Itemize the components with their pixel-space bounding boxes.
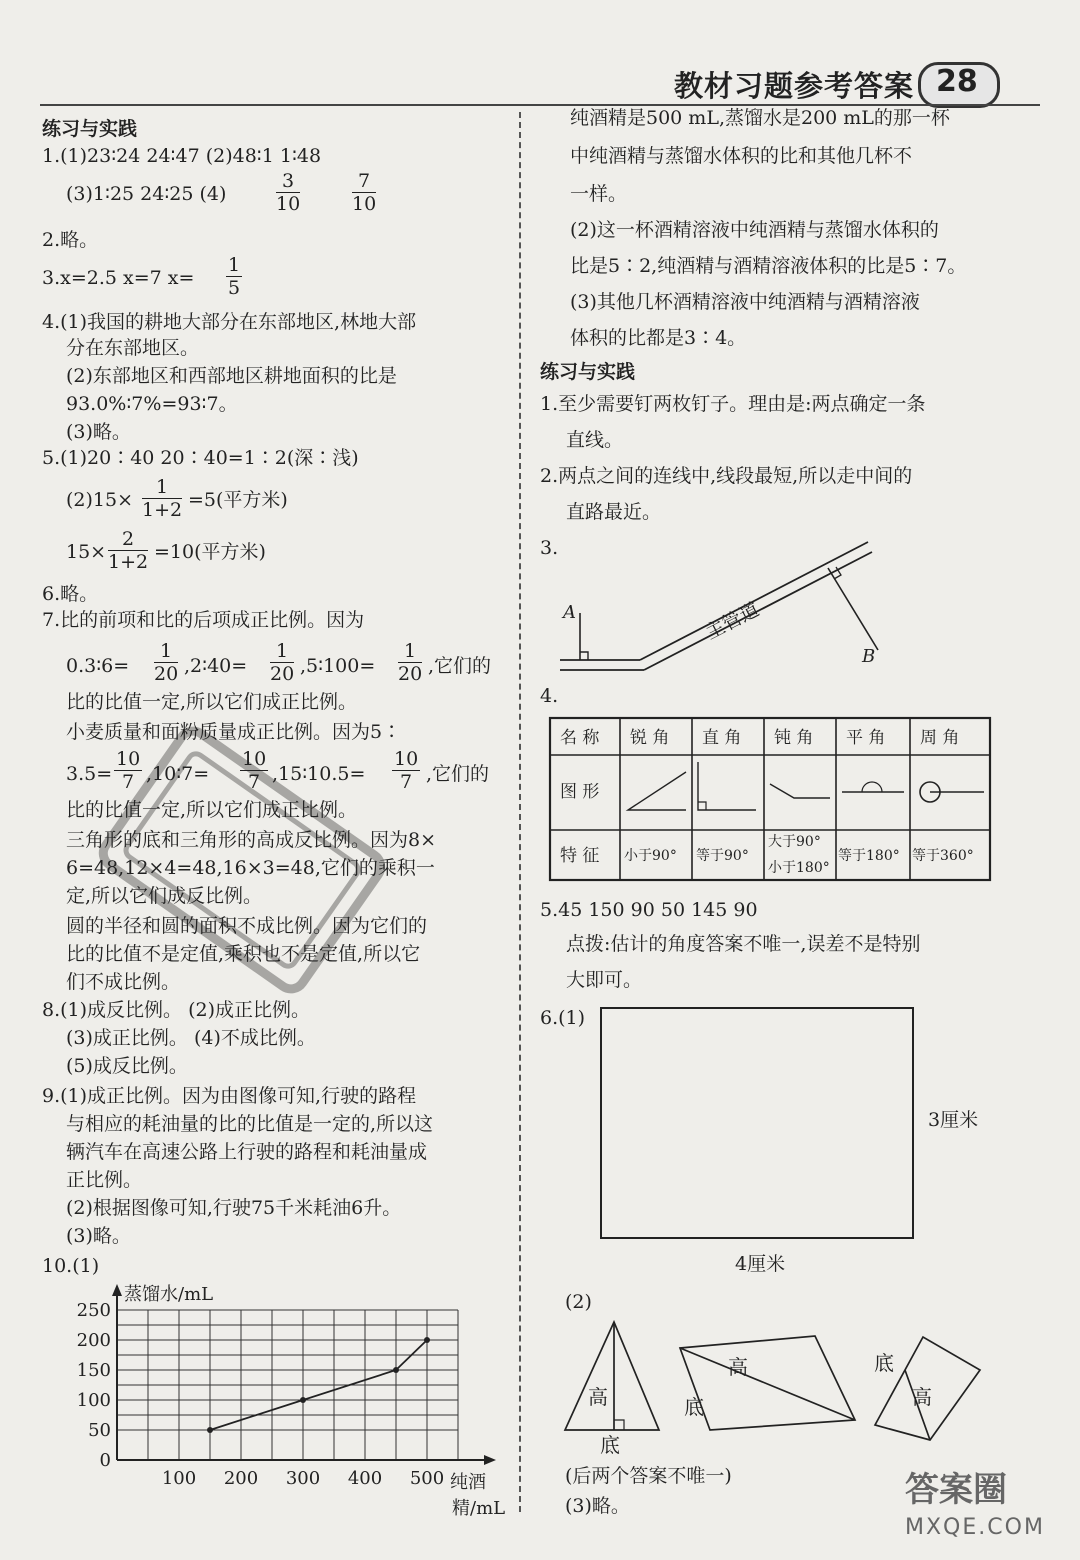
chart-data-point <box>300 1397 306 1403</box>
answer-r7: 体积的比都是3∶4。 <box>570 327 747 349</box>
fraction-1-20-b: $\frac{1}{20}$ <box>270 640 295 685</box>
tip-line1: 点拨:估计的角度答案不唯一,误差不是特别 <box>566 933 921 955</box>
column-divider <box>519 112 521 1512</box>
answer-q7-line2c: ,5∶100= <box>300 655 376 677</box>
feature-acute: 小于90° <box>624 848 677 864</box>
parallelogram-with-height <box>680 1336 855 1430</box>
rectangle-width-label: 4厘米 <box>735 1253 786 1275</box>
answer-q7-line3: 比的比值一定,所以它们成正比例。 <box>66 691 358 713</box>
feature-obtuse-1: 大于90° <box>768 834 821 850</box>
answer-q4-line1: 4.(1)我国的耕地大部分在东部地区,林地大部 <box>42 311 417 333</box>
table-header-obtuse: 钝 角 <box>774 728 814 748</box>
answer-r2: 中纯酒精与蒸馏水体积的比和其他几杯不 <box>570 145 913 167</box>
answer-q9-line4: 正比例。 <box>66 1169 143 1191</box>
fraction-10-7-a: $\frac{10}{7}$ <box>116 748 141 793</box>
answer-q8-line1: 8.(1)成反比例。 (2)成正比例。 <box>42 999 310 1021</box>
answer-q5-line3b: =10(平方米) <box>154 541 266 563</box>
answer-q1-line1: 1.(1)23∶24 24∶47 (2)48∶1 1∶48 <box>42 145 322 167</box>
table-row-feature-label: 特 征 <box>560 846 600 866</box>
quad-height-label: 高 <box>912 1385 932 1409</box>
chart-y-axis-arrow <box>112 1284 122 1296</box>
answer-q2: 2.略。 <box>42 229 99 251</box>
answer-q8-line2: (3)成正比例。 (4)不成比例。 <box>66 1027 316 1049</box>
chart-y-tick-label: 150 <box>76 1360 111 1381</box>
right-angle-drawing <box>698 762 756 810</box>
answer-p1-line1: 1.至少需要钉两枚钉子。理由是:两点确定一条 <box>540 393 926 415</box>
answer-q7-line8: 6=48,12×4=48,16×3=48,它们的乘积一 <box>66 857 435 879</box>
fraction-10-7-b: $\frac{10}{7}$ <box>242 748 267 793</box>
feature-obtuse-2: 小于180° <box>768 860 830 876</box>
chart-x-label-2: 精/mL <box>452 1498 506 1519</box>
chart-tick-labels <box>77 1300 445 1489</box>
answer-q4-line5: (3)略。 <box>66 421 131 443</box>
answer-q7-line5d: ,它们的 <box>426 763 490 785</box>
answer-q5-line3a: 15× <box>66 541 107 563</box>
answer-note: (后两个答案不唯一) <box>565 1465 732 1487</box>
answer-q7-line5b: ,10∶7= <box>146 763 210 785</box>
chart-y-tick-label: 250 <box>76 1300 111 1321</box>
chart-x-tick-label: 200 <box>223 1468 259 1489</box>
header-title: 教材习题参考答案 <box>674 69 915 103</box>
table-header-name: 名 称 <box>560 728 600 748</box>
tip-line2: 大即可。 <box>566 969 643 991</box>
pipe-label: 主管道 <box>701 598 763 644</box>
right-angle-mark-b <box>834 567 841 579</box>
point-a-label: A <box>563 602 576 623</box>
section-title-left: 练习与实践 <box>42 118 138 140</box>
answer-q10: 10.(1) <box>42 1255 100 1277</box>
chart-data-point <box>207 1427 213 1433</box>
answer-q1-line2: (3)1∶25 24∶25 (4) <box>66 183 227 205</box>
fraction-10-7-c: $\frac{10}{7}$ <box>394 748 419 793</box>
answer-q3: 3.x=2.5 x=7 x= <box>42 267 195 289</box>
section-title-right: 练习与实践 <box>540 361 636 383</box>
answer-q5-line2b: =5(平方米) <box>188 489 288 511</box>
chart-data-point <box>424 1337 430 1343</box>
fraction-1-over-1plus2: $\frac{1}{1+2}$ <box>142 476 183 521</box>
table-header-straight: 平 角 <box>846 728 886 748</box>
parallelogram-height-label: 高 <box>728 1355 748 1379</box>
answer-q7-line7: 三角形的底和三角形的高成反比例。因为8× <box>66 829 437 851</box>
chart-x-tick-label: 100 <box>161 1468 197 1489</box>
answer-q7-line9: 定,所以它们成反比例。 <box>66 885 263 907</box>
answer-q7-line5c: ,15∶10.5= <box>272 763 366 785</box>
rectangle-height-label: 3厘米 <box>928 1109 979 1131</box>
quadrilateral-with-height <box>875 1337 980 1440</box>
answer-q7-line4: 小麦质量和面粉质量成正比例。因为5∶ <box>66 721 402 743</box>
answer-p2-line2: 直路最近。 <box>566 501 662 523</box>
answer-q7-line12: 们不成比例。 <box>66 971 181 993</box>
chart-y-label: 蒸馏水/mL <box>124 1284 214 1305</box>
answer-p6-2: (2) <box>565 1291 592 1313</box>
answer-q9-line5: (2)根据图像可知,行驶75千米耗油6升。 <box>66 1197 402 1219</box>
answer-q9-line1: 9.(1)成正比例。因为由图像可知,行驶的路程 <box>42 1085 417 1107</box>
table-header-full: 周 角 <box>920 728 960 748</box>
table-row-figure-label: 图 形 <box>560 782 600 802</box>
answer-p6-3: (3)略。 <box>565 1495 630 1517</box>
answer-r6: (3)其他几杯酒精溶液中纯酒精与酒精溶液 <box>570 291 920 313</box>
answer-q4-line4: 93.0%∶7%=93∶7。 <box>66 393 238 415</box>
chart-y-tick-label: 0 <box>99 1450 111 1471</box>
right-angle-mark-a <box>580 652 588 660</box>
triangle-base-label: 底 <box>600 1433 620 1457</box>
chart-y-tick-label: 200 <box>76 1330 111 1351</box>
answer-q9-line2: 与相应的耗油量的比的比值是一定的,所以这 <box>66 1113 434 1135</box>
answer-q7-line1: 7.比的前项和比的后项成正比例。因为 <box>42 609 365 631</box>
answer-p5: 5.45 150 90 50 145 90 <box>540 899 758 921</box>
triangle-height-label: 高 <box>588 1385 608 1409</box>
answer-q5-line1: 5.(1)20∶40 20∶40=1∶2(深∶浅) <box>42 447 359 469</box>
answer-p2-line1: 2.两点之间的连线中,线段最短,所以走中间的 <box>540 465 913 487</box>
feature-straight: 等于180° <box>838 848 900 864</box>
answer-q4-line3: (2)东部地区和西部地区耕地面积的比是 <box>66 365 397 387</box>
answer-r4: (2)这一杯酒精溶液中纯酒精与蒸馏水体积的 <box>570 219 939 241</box>
fraction-1-5: $\frac{1}{5}$ <box>228 254 241 299</box>
feature-full: 等于360° <box>912 848 974 864</box>
chart-series-line <box>210 1340 427 1430</box>
answer-q4-line2: 分在东部地区。 <box>66 337 200 359</box>
fraction-3-10: $\frac{3}{10}$ <box>276 170 301 215</box>
answer-q7-line6: 比的比值一定,所以它们成正比例。 <box>66 799 358 821</box>
chart-y-tick-label: 100 <box>76 1390 111 1411</box>
answer-r1: 纯酒精是500 mL,蒸馏水是200 mL的那一杯 <box>570 107 950 129</box>
chart-grid <box>117 1310 458 1460</box>
answer-r3: 一样。 <box>570 183 628 205</box>
answer-q7-line10: 圆的半径和圆的面积不成比例。因为它们的 <box>66 915 428 937</box>
obtuse-angle-drawing <box>770 784 830 798</box>
chart-x-label-1: 纯酒 <box>450 1472 486 1493</box>
answer-p3: 3. <box>540 537 559 559</box>
point-b-label: B <box>862 646 876 667</box>
rectangle-4x3 <box>601 1008 913 1238</box>
answer-q7-line5a: 3.5= <box>66 763 113 785</box>
feature-right: 等于90° <box>696 848 749 864</box>
answer-q9-line3: 辆汽车在高速公路上行驶的路程和耗油量成 <box>66 1141 428 1163</box>
watermark-url: MXQE.COM <box>905 1515 1045 1540</box>
table-header-right: 直 角 <box>702 728 742 748</box>
perpendicular-from-b <box>828 568 878 650</box>
table-header-acute: 锐 角 <box>630 728 670 748</box>
answer-p6-1: 6.(1) <box>540 1007 586 1029</box>
answer-q7-line2a: 0.3∶6= <box>66 655 130 677</box>
fraction-7-10: $\frac{7}{10}$ <box>352 170 377 215</box>
chart-y-tick-label: 50 <box>88 1420 111 1441</box>
fraction-1-20-c: $\frac{1}{20}$ <box>398 640 423 685</box>
chart-x-tick-label: 400 <box>347 1468 383 1489</box>
answer-q7-line11: 比的比值不是定值,乘积也不是定值,所以它 <box>66 943 421 965</box>
quad-base-label: 底 <box>874 1351 894 1375</box>
parallelogram-base-label: 底 <box>684 1395 704 1419</box>
chart-points <box>207 1337 430 1433</box>
chart-x-tick-label: 500 <box>409 1468 445 1489</box>
acute-angle-drawing <box>628 772 686 810</box>
fraction-1-20-a: $\frac{1}{20}$ <box>154 640 179 685</box>
answer-r5: 比是5∶2,纯酒精与酒精溶液体积的比是5∶7。 <box>570 255 967 277</box>
answer-p4: 4. <box>540 685 559 707</box>
answer-q6: 6.略。 <box>42 583 99 605</box>
chart-x-axis-arrow <box>484 1455 496 1465</box>
triangle-with-height <box>565 1322 659 1430</box>
page-number: 28 <box>936 64 978 99</box>
chart-data-point <box>393 1367 399 1373</box>
answer-q9-line6: (3)略。 <box>66 1225 131 1247</box>
answer-q7-line2d: ,它们的 <box>428 655 492 677</box>
answer-q8-line3: (5)成反比例。 <box>66 1055 188 1077</box>
answer-p1-line2: 直线。 <box>566 429 624 451</box>
watermark-text: 答案圈 <box>905 1470 1007 1510</box>
answer-q5-line2a: (2)15× <box>66 489 134 511</box>
chart-x-tick-label: 300 <box>285 1468 321 1489</box>
fraction-2-over-1plus2: $\frac{2}{1+2}$ <box>108 528 149 573</box>
answer-q7-line2b: ,2∶40= <box>184 655 248 677</box>
pipe-figure <box>560 542 878 670</box>
